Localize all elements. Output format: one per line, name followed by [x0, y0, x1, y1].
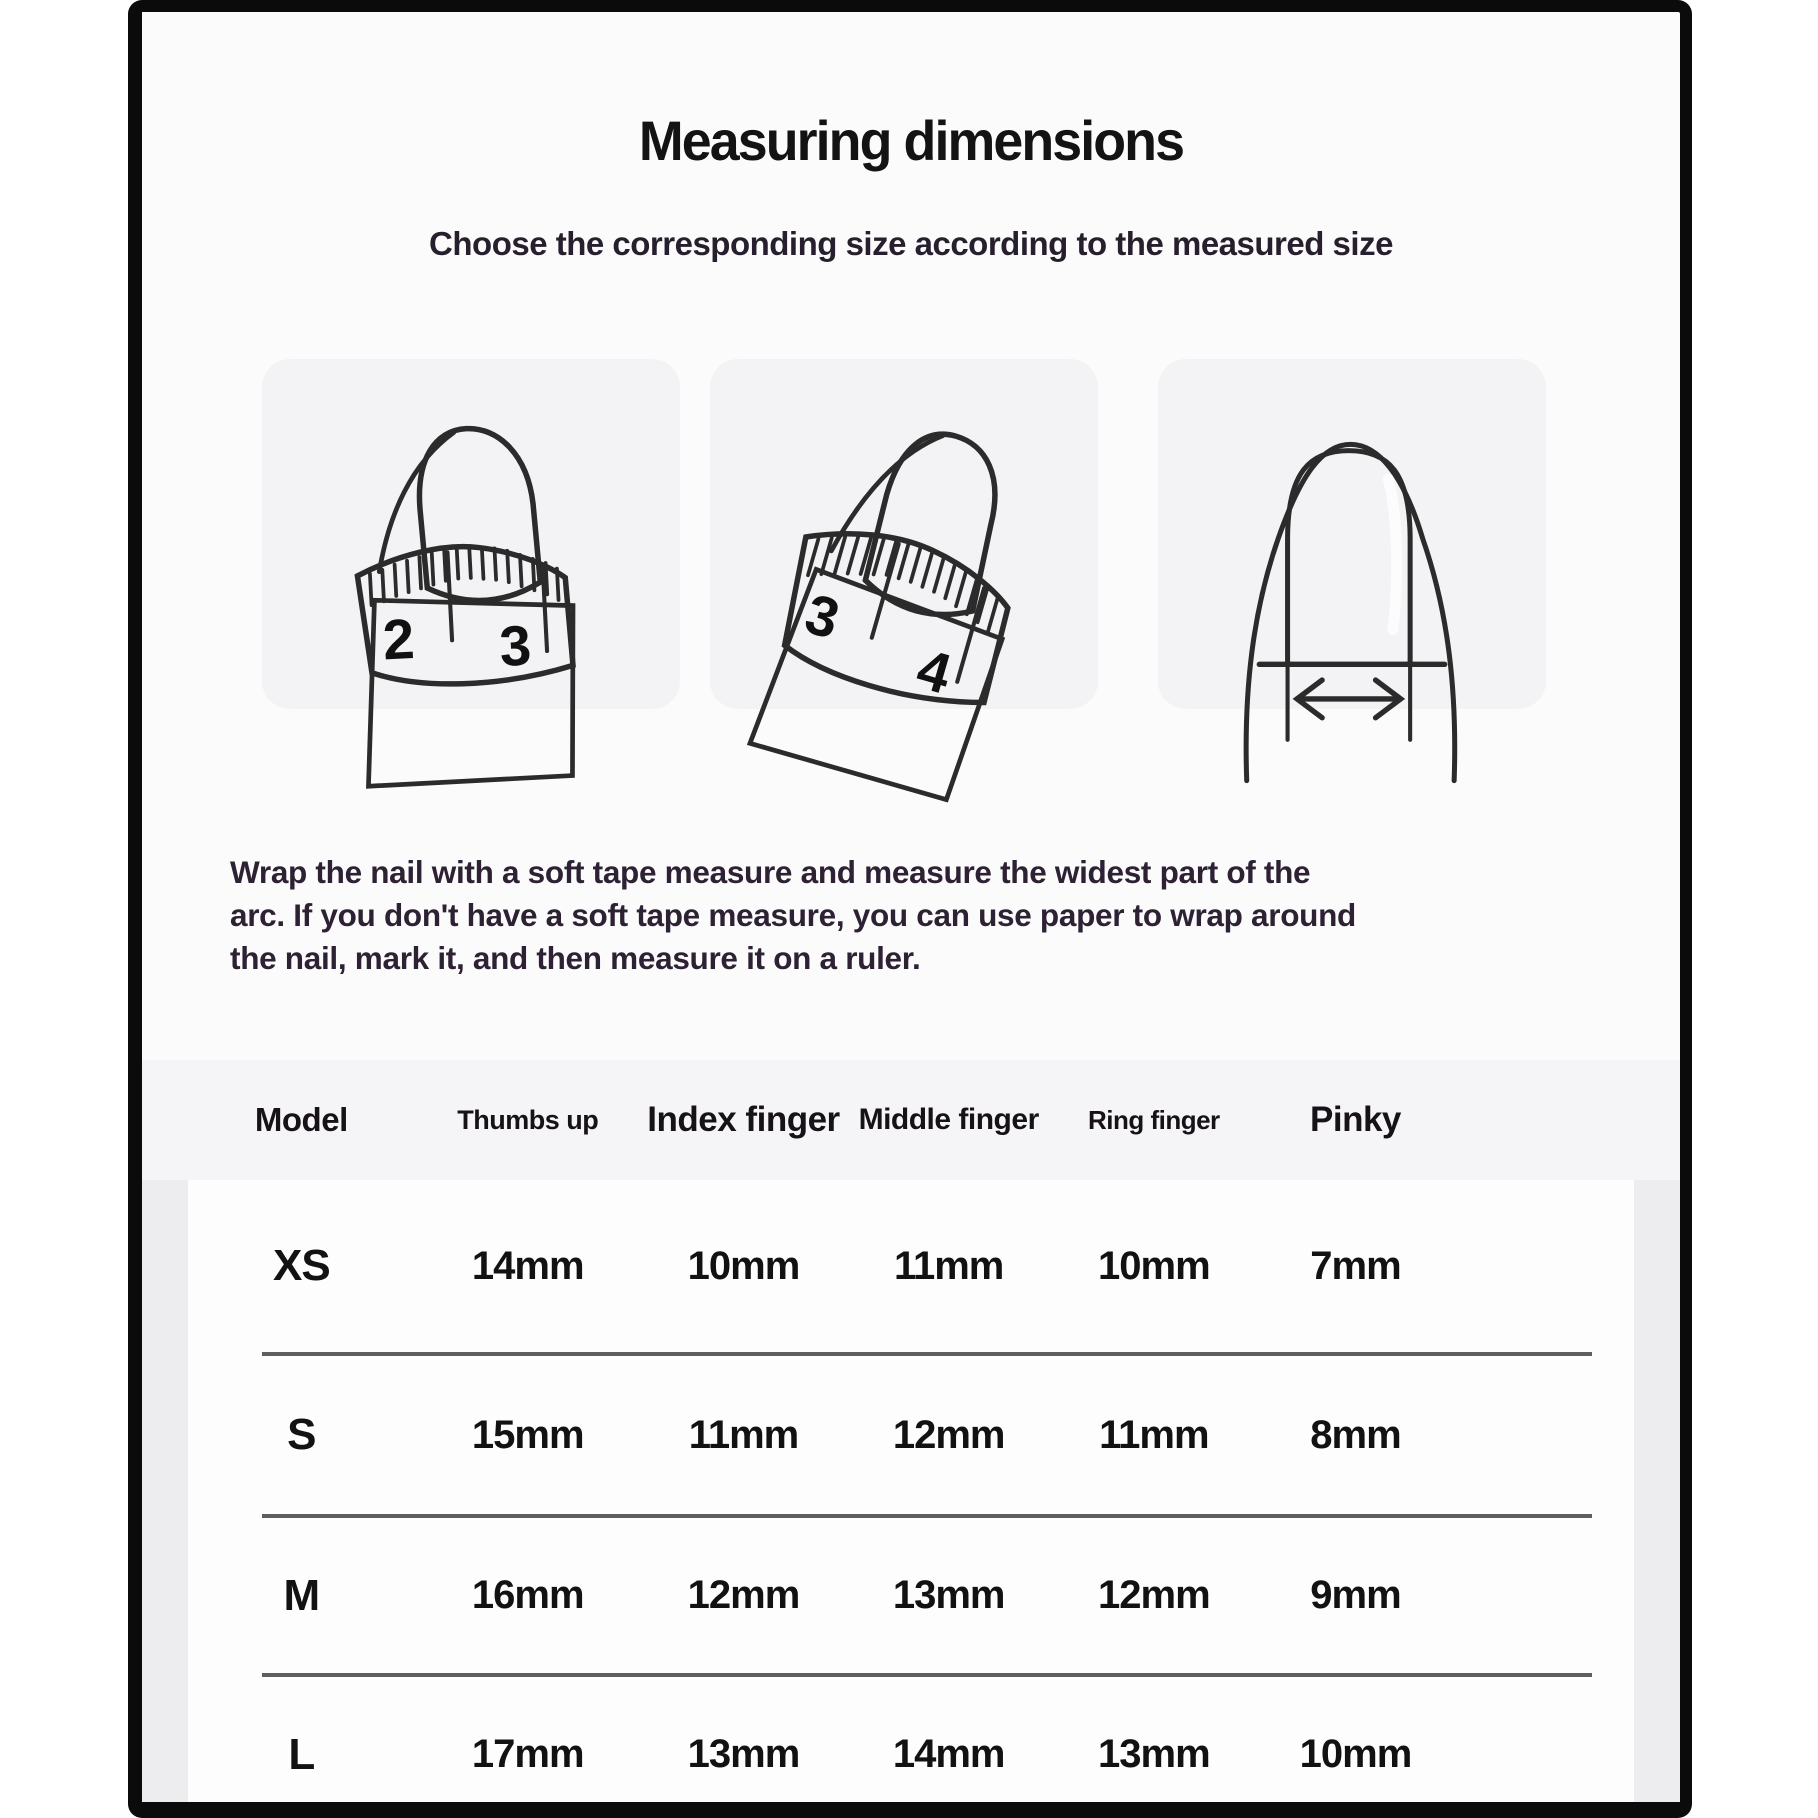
size-value: 8mm	[1310, 1412, 1401, 1457]
size-value: 14mm	[471, 1243, 584, 1288]
row-model-label: XS	[272, 1241, 330, 1290]
size-value: 12mm	[687, 1573, 800, 1617]
table-row-m	[142, 1518, 1680, 1673]
size-value: 15mm	[471, 1412, 584, 1457]
page-subtitle: Choose the corresponding size according to the measured size	[429, 225, 1393, 262]
size-value: 13mm	[687, 1732, 800, 1776]
column-header-index: Index finger	[647, 1100, 840, 1139]
size-table-header	[142, 1060, 1680, 1180]
finger-tape-measure-icon	[306, 375, 636, 784]
screenshot-frame	[128, 0, 1692, 1818]
row-model-label: L	[288, 1729, 315, 1779]
illustration-box-1	[262, 359, 680, 709]
tape-number: 4	[910, 636, 958, 706]
size-value: 9mm	[1310, 1573, 1401, 1617]
size-value: 13mm	[892, 1573, 1005, 1617]
instructions-line: Wrap the nail with a soft tape measure and measure the widest part of the	[230, 854, 1311, 890]
row-model-label: S	[287, 1410, 316, 1459]
size-value: 10mm	[687, 1243, 800, 1288]
table-row-s	[142, 1356, 1680, 1514]
size-value: 12mm	[892, 1412, 1005, 1457]
nail-width-arrow-icon	[1187, 375, 1517, 784]
tape-number: 2	[381, 606, 416, 672]
column-header-pinky: Pinky	[1310, 1100, 1401, 1139]
sizing-guide-card	[142, 108, 1680, 1818]
column-header-ring: Ring finger	[1087, 1104, 1220, 1135]
row-model-label: M	[283, 1570, 320, 1620]
page-title: Measuring dimensions	[638, 109, 1184, 172]
size-value: 12mm	[1098, 1573, 1210, 1617]
size-value: 10mm	[1098, 1243, 1210, 1288]
column-header-thumb: Thumbs up	[457, 1104, 599, 1135]
size-value: 13mm	[1098, 1732, 1210, 1776]
table-row-l	[142, 1677, 1680, 1818]
size-value: 10mm	[1299, 1732, 1412, 1776]
size-value: 17mm	[471, 1732, 584, 1776]
size-value: 16mm	[471, 1573, 584, 1617]
illustration-box-3	[1158, 359, 1546, 709]
measuring-instructions	[230, 851, 1530, 980]
size-value: 11mm	[893, 1243, 1004, 1288]
size-value: 7mm	[1310, 1243, 1401, 1288]
instructions-line: the nail, mark it, and then measure it on a ruler.	[230, 940, 921, 976]
size-value: 14mm	[892, 1732, 1005, 1776]
column-header-middle: Middle finger	[858, 1103, 1039, 1136]
tape-number: 3	[798, 581, 847, 651]
column-header-model: Model	[254, 1101, 348, 1138]
size-value: 11mm	[1099, 1412, 1209, 1457]
table-row-xs	[142, 1180, 1680, 1352]
illustration-box-2	[710, 359, 1098, 709]
illustration-row	[142, 359, 1680, 709]
instructions-line: arc. If you don't have a soft tape measure, you can use paper to wrap around	[230, 897, 1356, 933]
tape-number: 3	[497, 613, 533, 679]
finger-tape-measure-tilted-icon	[739, 375, 1069, 784]
size-value: 11mm	[688, 1412, 799, 1457]
size-table	[142, 1060, 1680, 1818]
